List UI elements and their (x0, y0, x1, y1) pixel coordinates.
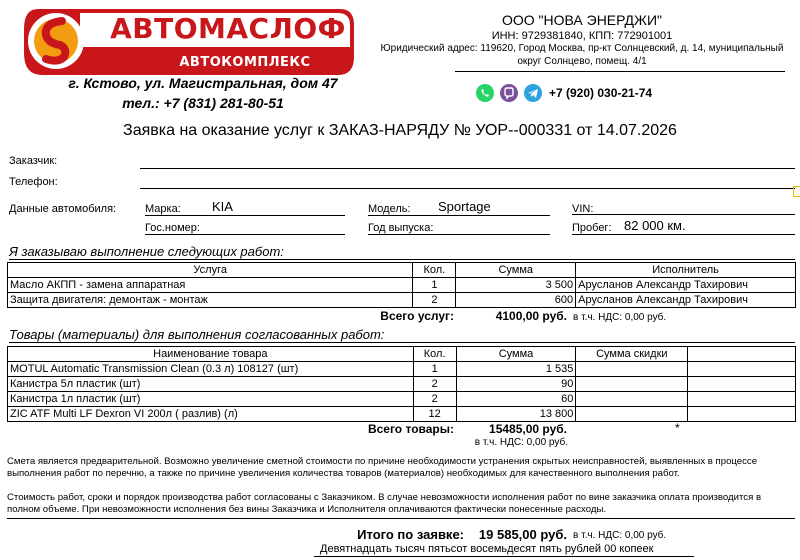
table-row (8, 278, 796, 293)
works-vat: в т.ч. НДС: 0,00 руб. (573, 312, 667, 323)
table-row (8, 407, 796, 422)
work-qty: 2 (413, 293, 456, 308)
goods-col-name: Наименование товара (8, 347, 414, 362)
company-name: ООО "НОВА ЭНЕРДЖИ" (502, 12, 662, 28)
mileage-line (572, 234, 795, 235)
goods-heading-line (9, 342, 795, 343)
model-label: Модель: (368, 203, 411, 215)
note-paragraph-1: Смета является предварительной. Возможно увеличение сметной стоимости по причине необходимости устранения скрытых неисправностей, выявленных в процессе выполнения работ по перечню, а также по причине увеличения количества товаров (материалов) необходимых для качественного выполнения работ. (7, 456, 758, 479)
works-col-executor: Исполнитель (576, 263, 796, 278)
goods-col-sum: Сумма (456, 347, 576, 362)
goods-extra (688, 407, 796, 422)
brand-line (145, 215, 345, 216)
document-title: Заявка на оказание услуг к ЗАКАЗ-НАРЯДУ № УОР--000331 от 14.07.2026 (123, 122, 677, 139)
plate-label: Гос.номер: (145, 222, 200, 234)
work-sum: 600 (456, 293, 576, 308)
goods-vat: в т.ч. НДС: 0,00 руб. (474, 437, 568, 448)
goods-total-value: 15485,00 руб. (489, 422, 567, 436)
work-name: Масло АКПП - замена аппаратная (8, 278, 413, 293)
goods-sum: 90 (456, 377, 576, 392)
note-paragraph-2: Стоимость работ, сроки и порядок производства работ согласованы с Заказчиком. В случае невозможности исполнения работ по вине заказчика оплата производится в полном объеме. При невозможности исполнения без вины Заказчика и Исполнителя оплачиваются фактически понесенные расходы. (7, 492, 762, 515)
goods-discount (576, 392, 688, 407)
table-row (8, 377, 796, 392)
goods-col-discount: Сумма скидки (576, 347, 688, 362)
company-inn: ИНН: 9729381840, КПП: 772901001 (491, 30, 673, 42)
goods-star: * (675, 421, 680, 435)
works-col-sum: Сумма (456, 263, 576, 278)
work-executor: Арусланов Александр Тахирович (576, 278, 796, 293)
company-logo (20, 5, 356, 81)
telephone-line (140, 188, 795, 189)
work-name: Защита двигателя: демонтаж - монтаж (8, 293, 413, 308)
company-legal-line1: Юридический адрес: 119620, Город Москва, пр-кт Солнцевский, д. 14, муниципальный (380, 43, 784, 54)
brand-label: Марка: (145, 203, 181, 215)
goods-discount (576, 407, 688, 422)
notes-divider (7, 518, 795, 519)
goods-extra (688, 392, 796, 407)
year-label: Год выпуска: (368, 222, 434, 234)
goods-name: ZIC ATF Multi LF Dexron VI 200л ( разлив) (л) (8, 407, 414, 422)
goods-qty: 2 (413, 392, 456, 407)
goods-name: Канистра 1л пластик (шт) (8, 392, 414, 407)
grand-total-value: 19 585,00 руб. (478, 527, 567, 542)
branch-address: г. Кстово, ул. Магистральная, дом 47 (68, 75, 338, 91)
table-row (8, 362, 796, 377)
vin-line (572, 214, 795, 215)
work-executor: Арусланов Александр Тахирович (576, 293, 796, 308)
grand-total-label: Итого по заявке: (357, 527, 464, 542)
logo-subtitle: АВТОКОМПЛЕКС (179, 55, 311, 70)
work-qty: 1 (413, 278, 456, 293)
company-legal-line2: округ Солнцево, помещ. 4/1 (517, 56, 647, 67)
goods-col-extra (688, 347, 796, 362)
plate-line (145, 234, 345, 235)
telegram-icon[interactable] (524, 84, 542, 102)
goods-table (7, 346, 796, 422)
table-row (8, 293, 796, 308)
logo-title: АВТОМАСЛОФ (110, 12, 346, 45)
goods-qty: 2 (413, 377, 456, 392)
brand-value: KIA (212, 199, 233, 214)
works-table (7, 262, 796, 308)
goods-col-qty: Кол. (413, 347, 456, 362)
goods-sum: 60 (456, 392, 576, 407)
goods-sum: 1 535 (456, 362, 576, 377)
telephone-label: Телефон: (9, 176, 58, 188)
goods-extra (688, 362, 796, 377)
vin-label: VIN: (572, 203, 594, 215)
model-line (368, 215, 550, 216)
grand-words-line (314, 556, 694, 557)
goods-name: MOTUL Automatic Transmission Clean (0.3 л) 108127 (шт) (8, 362, 414, 377)
header-divider (455, 71, 785, 72)
works-heading-line (9, 259, 795, 260)
grand-total-words: Девятнадцать тысяч пятьсот восемьдесят пять рублей 00 копеек (320, 543, 654, 555)
goods-discount (576, 377, 688, 392)
customer-label: Заказчик: (9, 155, 58, 167)
table-row (8, 392, 796, 407)
works-header-row (8, 263, 796, 278)
vehicle-label: Данные автомобиля: (9, 203, 117, 215)
goods-heading: Товары (материалы) для выполнения согласованных работ: (9, 327, 385, 342)
whatsapp-icon[interactable] (476, 84, 494, 102)
mileage-label: Пробег: (572, 222, 612, 234)
viber-icon[interactable] (500, 84, 518, 102)
works-total-value: 4100,00 руб. (495, 309, 567, 323)
customer-line (140, 168, 795, 169)
model-value: Sportage (438, 199, 491, 214)
goods-sum: 13 800 (456, 407, 576, 422)
branch-phone: тел.: +7 (831) 281-80-51 (122, 95, 284, 111)
company-phone: +7 (920) 030-21-74 (549, 86, 653, 100)
goods-total-label: Всего товары: (367, 422, 454, 436)
goods-name: Канистра 5л пластик (шт) (8, 377, 414, 392)
mileage-value: 82 000 км. (624, 218, 686, 233)
works-col-service: Услуга (8, 263, 413, 278)
goods-qty: 1 (413, 362, 456, 377)
year-line (368, 234, 550, 235)
work-sum: 3 500 (456, 278, 576, 293)
grand-vat: в т.ч. НДС: 0,00 руб. (573, 530, 667, 541)
goods-qty: 12 (413, 407, 456, 422)
goods-discount (576, 362, 688, 377)
works-col-qty: Кол. (413, 263, 456, 278)
works-heading: Я заказываю выполнение следующих работ: (9, 244, 284, 259)
comment-marker (793, 186, 800, 197)
goods-header-row (8, 347, 796, 362)
works-total-label: Всего услуг: (380, 309, 454, 323)
goods-extra (688, 377, 796, 392)
